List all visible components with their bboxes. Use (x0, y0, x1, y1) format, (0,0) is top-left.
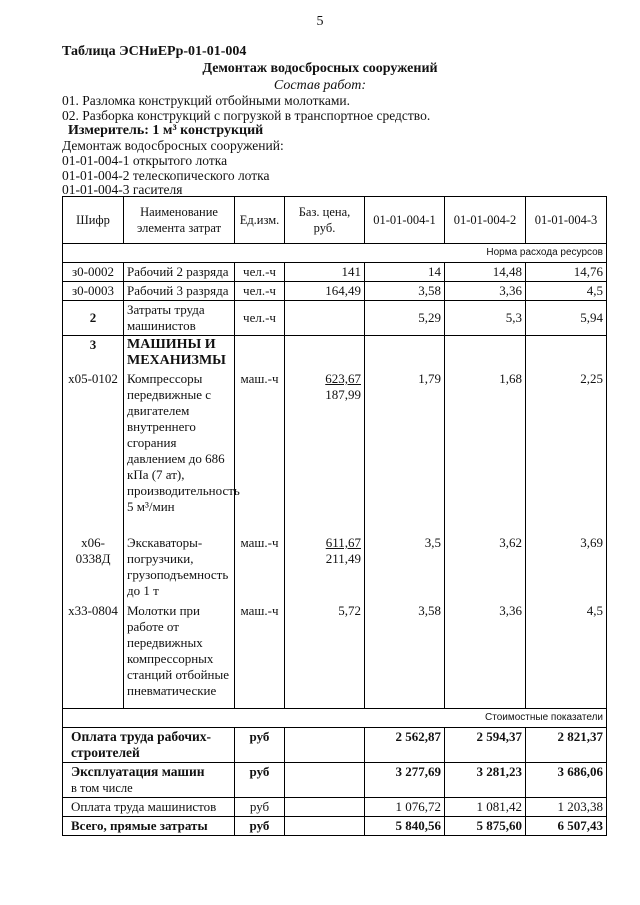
table-header-row (63, 197, 607, 244)
header-unit: Ед.изм. (235, 197, 285, 244)
variant-line: 01-01-004-1 открытого лотка (62, 153, 228, 168)
cost-row: Всего, прямые затраты руб 5 840,56 5 875,60 6 507,43 (63, 817, 607, 836)
header-code: Шифр (63, 197, 124, 244)
header-col2: 01-01-004-2 (445, 197, 526, 244)
section-machines-row: 3 МАШИНЫ И МЕХАНИЗМЫ (63, 336, 607, 371)
variants-intro: Демонтаж водосбросных сооружений: (62, 138, 284, 153)
header-name: Наименование элемента затрат (124, 197, 235, 244)
table-row: з0-0002 Рабочий 2 разряда чел.-ч 141 14 14,48 14,76 (63, 263, 607, 282)
section-cost: Стоимостные показатели (63, 709, 607, 728)
resource-table (62, 196, 607, 836)
table-row: 2 Затраты труда машинистов чел.-ч 5,29 5,3 5,94 (63, 301, 607, 336)
work-step: 01. Разломка конструкций отбойными молотками. (62, 93, 350, 108)
header-price: Баз. цена, руб. (285, 197, 365, 244)
page-number: 5 (316, 14, 324, 29)
table-row: з0-0003 Рабочий 3 разряда чел.-ч 164,49 3,58 3,36 4,5 (63, 282, 607, 301)
document-title: Демонтаж водосбросных сооружений (202, 61, 438, 76)
table-code: Таблица ЭСНиЕРр-01-01-004 (62, 44, 247, 59)
measure-unit: Измеритель: 1 м³ конструкций (68, 123, 264, 138)
work-step: 02. Разборка конструкций с погрузкой в транспортное средство. (62, 108, 431, 123)
cost-row: Оплата труда рабочих-строителей руб 2 562,87 2 594,37 2 821,37 (63, 728, 607, 763)
variant-line: 01-01-004-3 гасителя (62, 182, 183, 197)
table-row: х06-0338Д Экскаваторы-погрузчики, грузоподъемность до 1 т маш.-ч 611,67 211,49 3,5 3,62 3,69 (63, 534, 607, 602)
cost-row: Эксплуатация машин в том числе руб 3 277,69 3 281,23 3 686,06 (63, 763, 607, 798)
variant-line: 01-01-004-2 телескопического лотка (62, 168, 270, 183)
section-norms: Норма расхода ресурсов (63, 244, 607, 263)
header-col3: 01-01-004-3 (526, 197, 607, 244)
table-row: х05-0102 Компрессоры передвижные с двигателем внутреннего сгорания давлением до 686 кПа (7 ат), производительность 5 м³/мин маш.-ч 623,67 187,99 1,79 1,68 2,25 (63, 370, 607, 534)
work-composition-heading: Состав работ: (273, 78, 367, 93)
section-row (63, 244, 607, 263)
cost-row: Оплата труда машинистов руб 1 076,72 1 081,42 1 203,38 (63, 798, 607, 817)
section-row (63, 709, 607, 728)
header-col1: 01-01-004-1 (365, 197, 445, 244)
table-row: х33-0804 Молотки при работе от передвижных компрессорных станций отбойные пневматические маш.-ч 5,72 3,58 3,36 4,5 (63, 602, 607, 709)
